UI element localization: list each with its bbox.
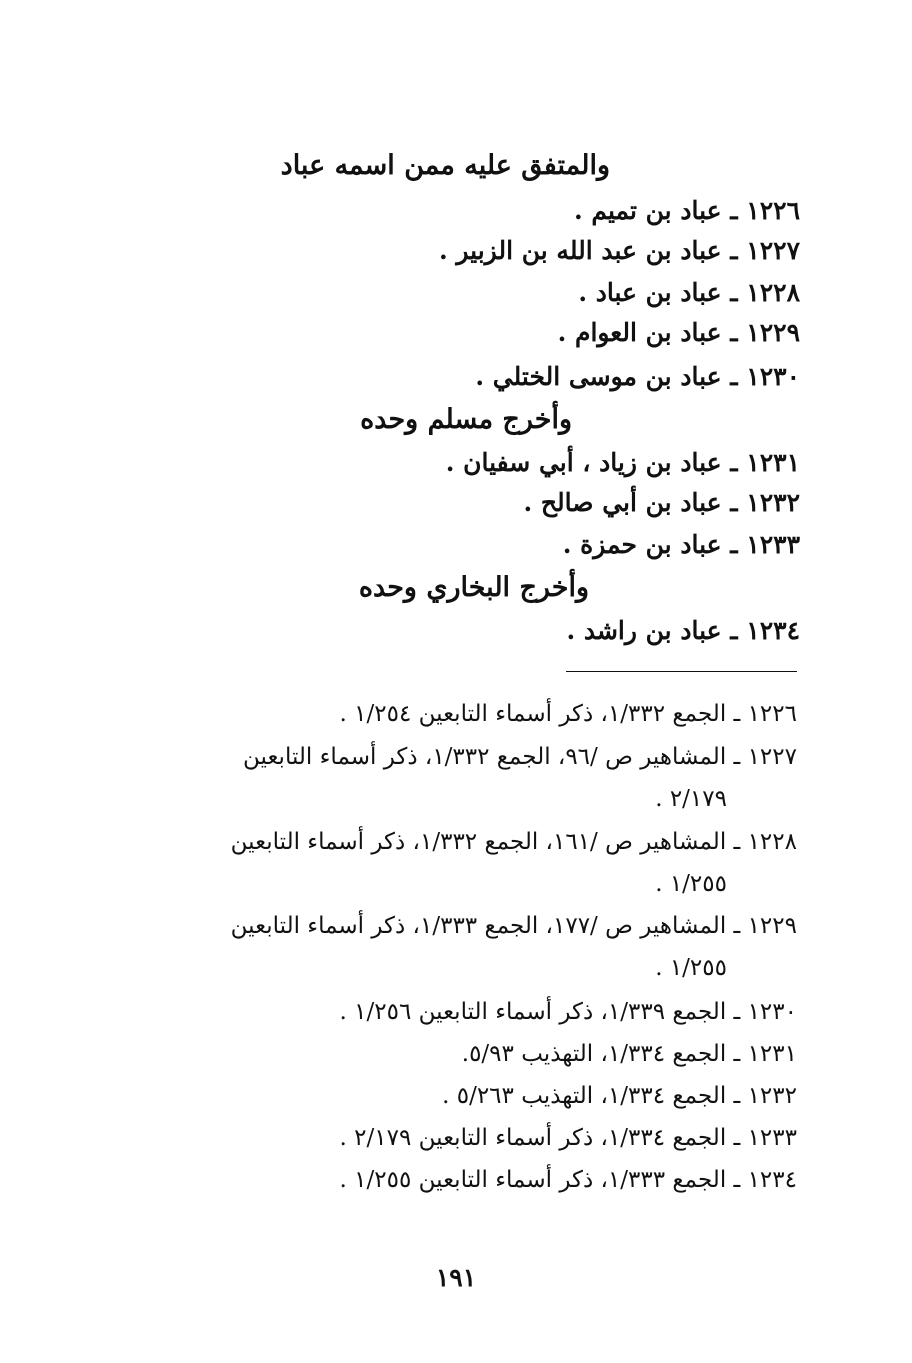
footnote-1230: ١٢٣٠ ـ الجمع ١/٣٣٩، ذكر أسماء التابعين ١/٢٥٦ . xyxy=(339,999,797,1025)
entry-1229: ١٢٢٩ ـ عباد بن العوام . xyxy=(557,318,800,347)
page-number: ١٩١ xyxy=(435,1263,477,1292)
entry-1231: ١٢٣١ ـ عباد بن زياد ، أبي سفيان . xyxy=(445,448,800,477)
footnote-divider xyxy=(566,671,797,672)
footnote-1226: ١٢٢٦ ـ الجمع ١/٣٣٢، ذكر أسماء التابعين ١/٢٥٤ . xyxy=(339,701,797,727)
entry-1227: ١٢٢٧ ـ عباد بن عبد الله بن الزبير . xyxy=(438,236,800,265)
footnote-1234: ١٢٣٤ ـ الجمع ١/٣٣٣، ذكر أسماء التابعين ١/٢٥٥ . xyxy=(339,1167,797,1193)
entry-1230: ١٢٣٠ ـ عباد بن موسى الختلي . xyxy=(475,362,800,391)
footnote-1229: ١٢٢٩ ـ المشاهير ص /١٧٧، الجمع ١/٣٣٣، ذكر أسماء التابعين xyxy=(230,913,797,939)
section-heading-bukhari: وأخرج البخاري وحده xyxy=(358,572,589,603)
section-heading-muslim: وأخرج مسلم وحده xyxy=(360,404,572,435)
footnote-1227-cont: ٢/١٧٩ . xyxy=(655,786,727,812)
entry-1234: ١٢٣٤ ـ عباد بن راشد . xyxy=(566,616,800,645)
entry-1232: ١٢٣٢ ـ عباد بن أبي صالح . xyxy=(523,488,800,517)
footnote-1229-cont: ١/٢٥٥ . xyxy=(655,955,727,981)
entry-1228: ١٢٢٨ ـ عباد بن عباد . xyxy=(578,278,800,307)
footnote-1233: ١٢٣٣ ـ الجمع ١/٣٣٤، ذكر أسماء التابعين ٢/١٧٩ . xyxy=(339,1125,797,1151)
footnote-1228: ١٢٢٨ ـ المشاهير ص /١٦١، الجمع ١/٣٣٢، ذكر أسماء التابعين xyxy=(230,829,797,855)
footnote-1228-cont: ١/٢٥٥ . xyxy=(655,871,727,897)
section-heading-agreed: والمتفق عليه ممن اسمه عباد xyxy=(280,150,610,181)
entry-1233: ١٢٣٣ ـ عباد بن حمزة . xyxy=(562,530,800,559)
footnote-1231: ١٢٣١ ـ الجمع ١/٣٣٤، التهذيب ٥/٩٣. xyxy=(461,1041,797,1067)
footnote-1232: ١٢٣٢ ـ الجمع ١/٣٣٤، التهذيب ٥/٢٦٣ . xyxy=(442,1083,797,1109)
footnote-1227: ١٢٢٧ ـ المشاهير ص /٩٦، الجمع ١/٣٣٢، ذكر أسماء التابعين xyxy=(243,744,797,770)
entry-1226: ١٢٢٦ ـ عباد بن تميم . xyxy=(573,196,800,225)
